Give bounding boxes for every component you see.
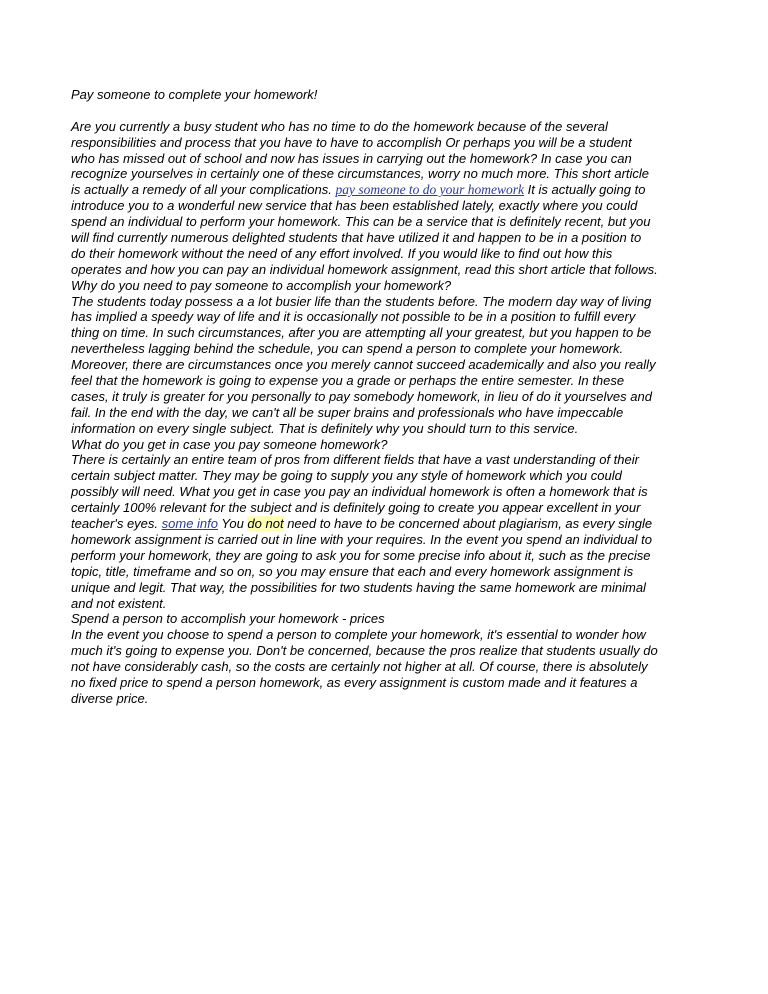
text-line: feel that the homework is going to expense you a grade or perhaps the entire semester. In these [71,373,625,389]
text-line-with-link [71,182,699,198]
text-line: introduce you to a wonderful new service that has been established lately, exactly where you could [71,198,638,214]
text-line: The students today possess a a lot busier life than the students before. The modern day way of living [71,293,652,309]
text-segment: You [218,516,248,532]
text-line: certainly 100% relevant for the subject and is definitely going to create you appear excellent in your [71,500,641,516]
text-line: will find currently numerous delighted students that have utilized it and happen to be in a position to [71,230,642,246]
text-line: much it's going to expense you. Don't be concerned, because the pros realize that students usually do [71,643,658,659]
paragraph-intro [71,119,699,278]
text-line: In the event you choose to spend a person to complete your homework, it's essential to wonder how [71,627,646,643]
text-line: has implied a speedy way of life and it is occasionally not possible to be in a position to fulfill every [71,309,636,325]
text-line-with-link [71,516,699,532]
text-line: do their homework without the need of any effort involved. If you would like to find out how this [71,245,613,261]
text-line: no fixed price to spend a person homework, as every assignment is custom made and it features a [71,674,638,690]
text-line: diverse price. [71,690,149,706]
text-line: nevertheless lagging behind the schedule, you can spend a person to complete your homework. [71,341,624,357]
text-line: thing on time. In such circumstances, after you are attempting all your greatest, but you happen to be [71,325,652,341]
section-heading-prices: Spend a person to accomplish your homework - prices [71,611,385,627]
text-line: fail. In the end with the day, we can't all be super brains and professionals who have impeccable [71,404,624,420]
text-segment: It is actually going to [524,182,646,198]
text-line: and not existent. [71,595,167,611]
text-line: who has missed out of school and now has issues in carrying out the homework? In case you can [71,150,632,166]
text-line: not have considerably cash, so the costs are certainly not higher at all. Of course, there is absolutely [71,659,648,675]
document-page [71,87,699,707]
section-heading-why: Why do you need to pay someone to accomplish your homework? [71,277,452,293]
text-line: Are you currently a busy student who has no time to do the homework because of the several [71,118,608,134]
some-info-link[interactable]: some info [161,516,219,532]
paragraph-what [71,452,699,611]
text-line: unique and legit. That way, the possibilities for two students having the same homework are minimal [71,579,646,595]
paragraph-why [71,294,699,437]
text-line: perform your homework, they are going to ask you for some precise info about it, such as the precise [71,547,651,563]
text-line: responsibilities and process that you have to have to accomplish Or perhaps you will be a student [71,134,632,150]
blank-line [71,103,699,119]
text-segment: is actually a remedy of all your complications. [71,182,336,198]
text-line: spend an individual to perform your homework. This can be a service that is definitely recent, but you [71,214,651,230]
text-line: certain subject matter. They may be going to supply you any style of homework which you could [71,468,622,484]
text-line: topic, title, timeframe and so on, so you may ensure that each and every homework assignment is [71,563,634,579]
text-line: possibly will need. What you get in case you pay an individual homework is often a homework that is [71,484,648,500]
text-line: Moreover, there are circumstances once you merely cannot succeed academically and also you really [71,357,656,373]
section-heading-what: What do you get in case you pay someone homework? [71,436,388,452]
highlighted-text: do not [247,516,284,532]
text-line: recognize yourselves in certainly one of these circumstances, worry no much more. This short article [71,166,650,182]
pay-someone-link[interactable]: pay someone to do your homework [335,182,525,198]
text-line: There is certainly an entire team of pros from different fields that have a vast understanding of their [71,452,639,468]
paragraph-prices [71,627,699,706]
text-segment: need to have to be concerned about plagiarism, as every single [283,516,653,532]
text-line: information on every single subject. That is definitely why you should turn to this service. [71,420,579,436]
text-segment: teacher's eyes. [71,516,162,532]
document-title: Pay someone to complete your homework! [71,87,318,102]
text-line: homework assignment is carried out in line with your requires. In the event you spend an individual to [71,531,652,547]
text-line: operates and how you can pay an individual homework assignment, read this short article that follows. [71,261,658,277]
text-line: cases, it truly is greater for you personally to pay somebody homework, in lieu of do it yourselves and [71,388,652,404]
